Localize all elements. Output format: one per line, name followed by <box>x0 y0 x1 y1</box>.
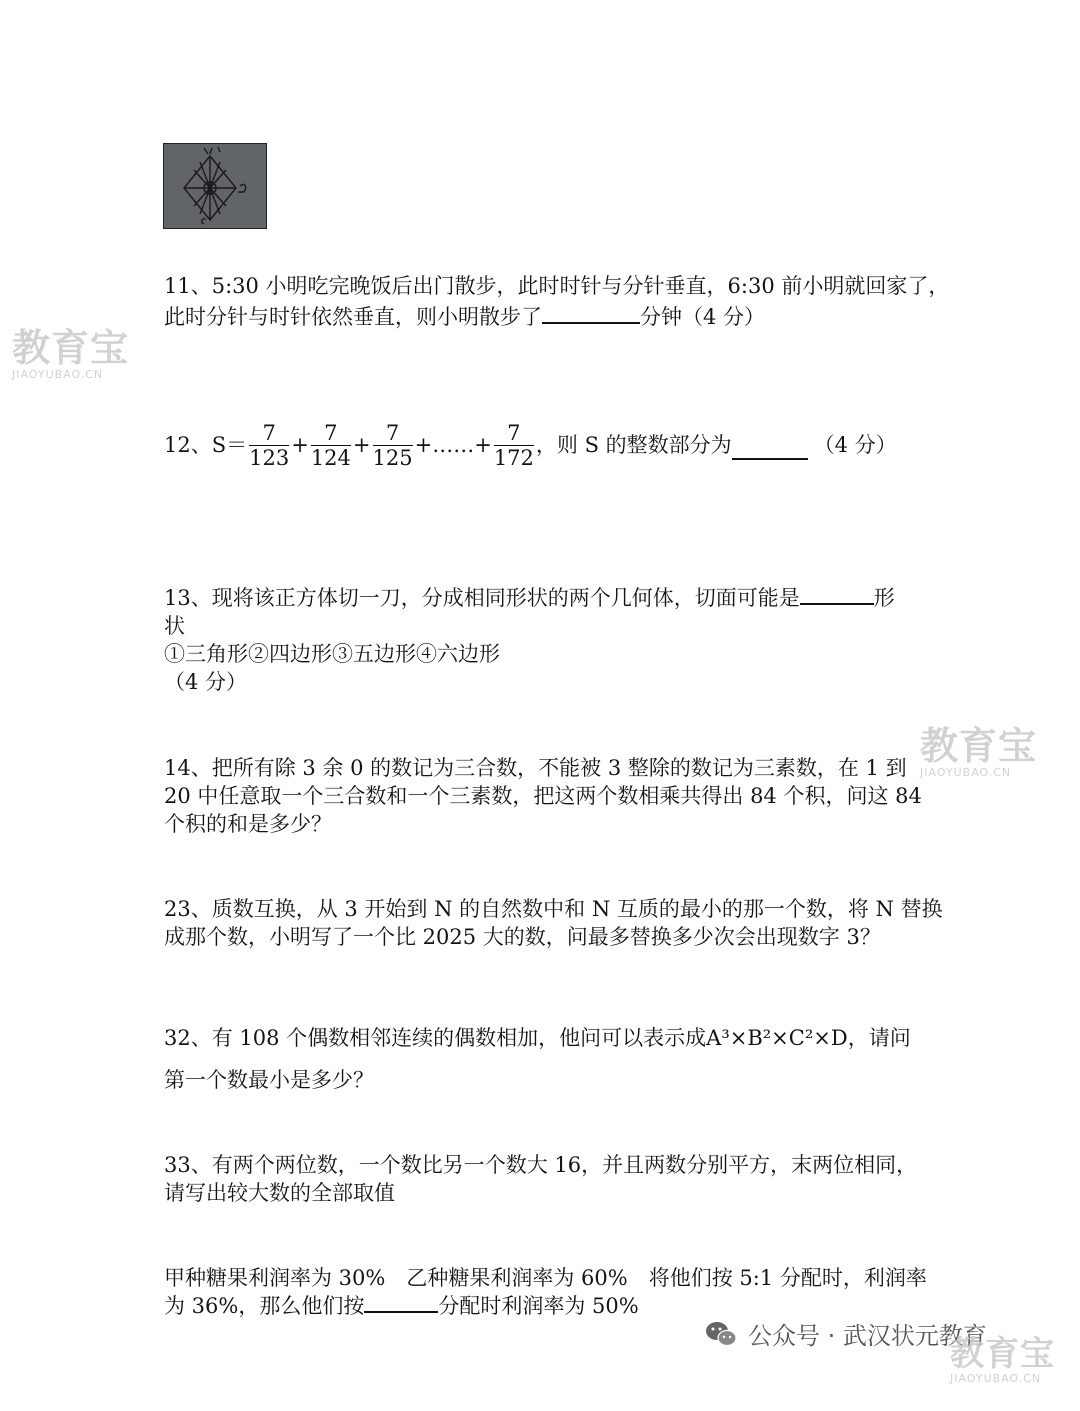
question-candy <box>164 1264 927 1320</box>
candy-answer-blank <box>364 1293 438 1313</box>
watermark-url: JIAOYUBAO.CN <box>950 1372 1042 1385</box>
question-11 <box>164 272 949 331</box>
watermark-url: JIAOYUBAO.CN <box>920 766 1012 779</box>
q12-mid: ，则 S 的整数部分为 <box>535 433 732 457</box>
q23-line2: 成那个数，小明写了一个比 2025 大的数，问最多替换多少次会出现数字 3？ <box>164 925 881 949</box>
q14-line2: 20 中任意取一个三合数和一个三素数，把这两个数相乘共得出 84 个积，问这 84 <box>164 784 922 808</box>
question-12 <box>164 415 897 475</box>
q13-line2: 状 <box>164 614 185 638</box>
q32-line1-post: ，请问 <box>847 1026 911 1050</box>
q12-post: （4 分） <box>813 433 897 457</box>
question-13 <box>164 584 895 696</box>
q13-line1-pre: 13、现将该正方体切一刀，分成相同形状的两个几何体，切面可能是 <box>164 586 800 610</box>
q32-line2: 第一个数最小是多少？ <box>164 1068 374 1092</box>
q14-line1: 14、把所有除 3 余 0 的数记为三合数，不能被 3 整除的数记为三素数，在 1 到 <box>164 756 907 780</box>
candy-line1: 甲种糖果利润率为 30% 乙种糖果利润率为 60% 将他们按 5:1 分配时，利润率 <box>164 1266 927 1290</box>
cube-photo <box>163 143 267 229</box>
q12-ellipsis: +……+ <box>414 433 492 457</box>
watermark-logo: 教育宝 <box>12 326 130 370</box>
q11-line2-pre: 此时分针与时针依然垂直，则小明散步了 <box>164 305 542 329</box>
watermark-left <box>12 328 129 381</box>
q13-line1-post: 形 <box>873 586 895 610</box>
q33-line2: 请写出较大数的全部取值 <box>164 1181 395 1205</box>
q12-fraction-1: $\frac{7}{123}$ <box>249 420 290 470</box>
footer-account <box>704 1316 987 1351</box>
candy-line2-post: 分配时利润率为 50% <box>438 1294 639 1318</box>
question-32 <box>164 1024 911 1094</box>
q13-options: ①三角形②四边形③五边形④六边形 <box>164 642 500 666</box>
q11-line1: 11、5:30 小明吃完晚饭后出门散步，此时时针与分针垂直，6:30 前小明就回家了， <box>164 274 950 298</box>
q12-plus-2: + <box>352 433 371 457</box>
q14-line3: 个积的和是多少？ <box>164 812 332 836</box>
q12-prefix: 12、S＝ <box>164 433 248 457</box>
cube-sketch-image <box>164 144 267 229</box>
q11-line2-post: 分钟（4 分） <box>640 305 766 329</box>
question-33 <box>164 1151 917 1207</box>
q12-fraction-2: $\frac{7}{124}$ <box>310 420 351 470</box>
q12-plus-1: + <box>291 433 309 457</box>
watermark-logo: 教育宝 <box>950 1334 1055 1374</box>
watermark-right <box>920 726 1037 779</box>
q32-expression: A³×B²×C²×D <box>706 1026 848 1050</box>
q32-line1-pre: 32、有 108 个偶数相邻连续的偶数相加，他问可以表示成 <box>164 1026 707 1050</box>
q23-line1: 23、质数互换，从 3 开始到 N 的自然数中和 N 互质的最小的那一个数，将 N 替换 <box>164 897 943 921</box>
footer-text: 公众号 · 武汉状元教育 <box>748 1322 987 1350</box>
watermark-url: JIAOYUBAO.CN <box>12 368 104 381</box>
question-23 <box>164 895 943 951</box>
q12-fraction-4: $\frac{7}{172}$ <box>493 420 534 470</box>
q33-line1: 33、有两个两位数，一个数比另一个数大 16，并且两数分别平方，末两位相同， <box>164 1153 918 1177</box>
wechat-icon <box>704 1319 738 1349</box>
q12-answer-blank <box>732 440 808 460</box>
q13-score: （4 分） <box>164 670 248 694</box>
candy-line2-pre: 为 36%，那么他们按 <box>164 1294 365 1318</box>
watermark-logo: 教育宝 <box>920 724 1038 768</box>
watermark-bottom <box>950 1336 1055 1385</box>
q12-fraction-3: $\frac{7}{125}$ <box>372 420 413 470</box>
q13-answer-blank <box>800 585 874 605</box>
q11-answer-blank <box>542 304 640 324</box>
question-14 <box>164 754 922 838</box>
